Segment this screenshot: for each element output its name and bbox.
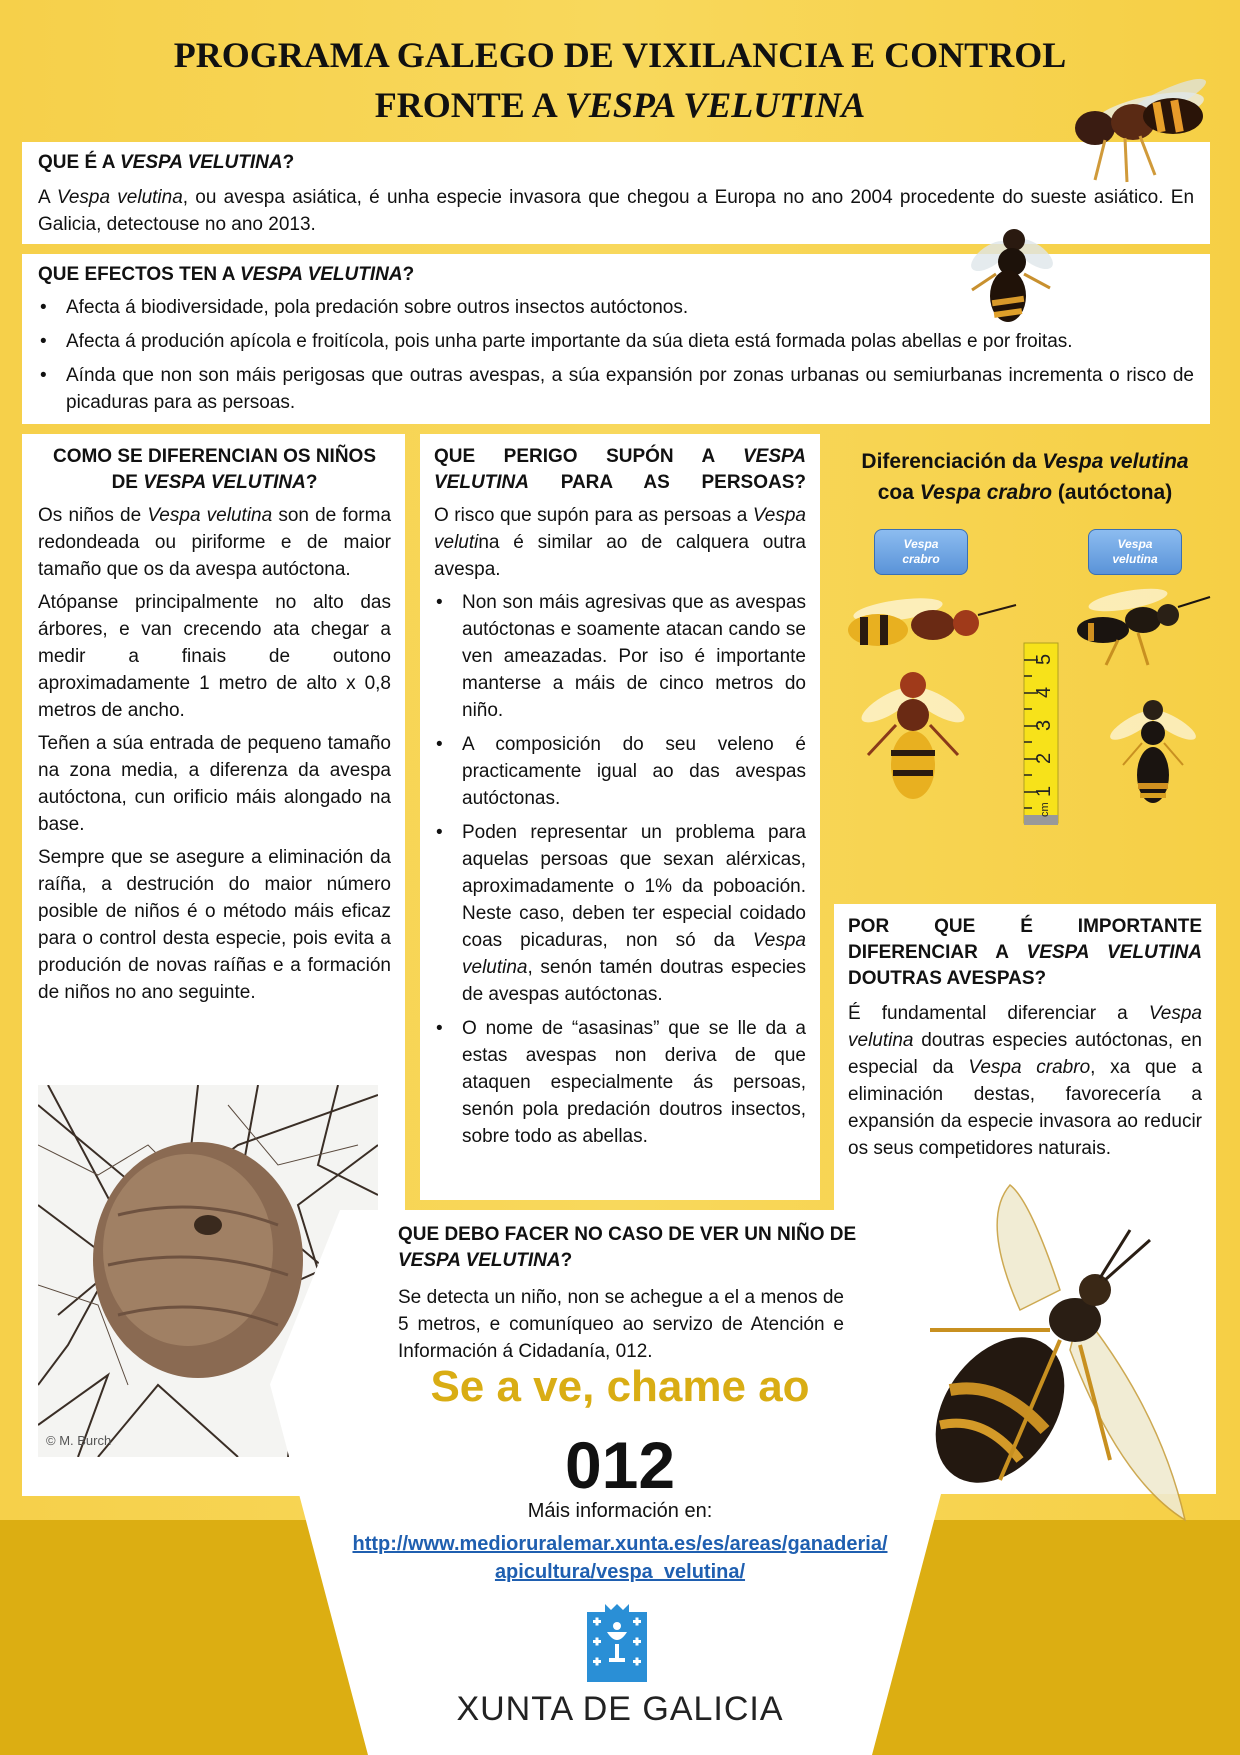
text-species: Vespa velutina bbox=[848, 1003, 1202, 1051]
heading-species: VESPA VELUTINA bbox=[240, 264, 403, 285]
text-species: Vespa crabro bbox=[968, 1057, 1091, 1078]
danger-item: • A composición do seu veleno é practicamente igual ao das avespas autóctonas. bbox=[434, 731, 806, 812]
phone-number: 012 bbox=[564, 1428, 676, 1502]
ruler-icon bbox=[1024, 643, 1058, 825]
info-link[interactable] bbox=[300, 1530, 940, 1586]
heading-text: COMO SE DIFERENCIAN OS NIÑOS DE bbox=[52, 446, 377, 493]
label-text: crabro bbox=[902, 552, 940, 566]
danger-item: • Non son máis agresivas que as avespas autóctonas e soamente atacan cando se ven ameazadas. Por iso é importante manterse a máis de cinco metros do niño. bbox=[434, 589, 806, 724]
heading-species: VESPA VELUTINA bbox=[120, 152, 283, 173]
nests-paragraph-1 bbox=[38, 502, 391, 583]
effects-item: • Aínda que non son máis perigosas que outras avespas, a súa expansión por zonas urbanas ou semiurbanas incrementa o risco de picaduras para as persoas. bbox=[38, 362, 1194, 416]
danger-item: • O nome de “asasinas” que se lle da a estas avespas non deriva de que ataquen especialmente ás persoas, senón pola predación doutros insectos, sobre todo as abellas. bbox=[434, 1015, 806, 1150]
link-line-2[interactable]: apicultura/vespa_velutina/ bbox=[494, 1561, 746, 1583]
ruler-number: 4 bbox=[1033, 686, 1055, 698]
ruler-number: 5 bbox=[1033, 653, 1055, 665]
label-text: velutina bbox=[1112, 552, 1158, 566]
more-info-label: Máis información en: bbox=[527, 1500, 713, 1522]
photo-credit: © M. Burch bbox=[46, 1433, 112, 1448]
xunta-de-galicia-wordmark: XUNTA DE GALICIA bbox=[456, 1690, 784, 1728]
nests-paragraph-4: Sempre que se asegure a eliminación da raíña, a destrución do maior número posible de niños é o método máis eficaz para o control desta especie, pois evita a produción de novas raíñas e a formación de niños no ano seguinte. bbox=[38, 847, 391, 1003]
why-important-heading bbox=[848, 914, 1202, 992]
danger-section bbox=[420, 434, 820, 1200]
text-species: Vespa velutina bbox=[147, 505, 273, 526]
heading-text: QUE EFECTOS TEN A bbox=[38, 264, 240, 285]
text-part: na é similar ao de calquera outra avespa. bbox=[434, 532, 806, 580]
effects-item: • Afecta á produción apícola e froitícola, pois unha parte importante da súa dieta está formada polas abellas e por froitas. bbox=[38, 328, 1194, 355]
heading-mark: ? bbox=[282, 152, 295, 173]
danger-intro bbox=[434, 502, 806, 583]
nests-heading bbox=[38, 444, 391, 496]
title-species: Vespa velutina bbox=[1042, 450, 1189, 473]
crabro-top-icon bbox=[857, 672, 969, 799]
hornet-illustration-middle bbox=[962, 218, 1062, 336]
text-species: Vespa velutina bbox=[462, 930, 806, 978]
ruler-number: 1 bbox=[1033, 785, 1055, 797]
danger-list bbox=[434, 589, 806, 1150]
heading-mark: ? bbox=[305, 472, 318, 493]
danger-item bbox=[434, 819, 806, 1008]
action-heading-text bbox=[398, 1222, 858, 1274]
heading-text: POR QUE É IMPORTANTE DIFERENCIAR A bbox=[848, 916, 1202, 963]
hornet-comparison-image bbox=[838, 585, 1216, 835]
label-vespa-velutina bbox=[1088, 529, 1182, 575]
what-is-heading bbox=[38, 150, 1194, 176]
action-text: Se detecta un niño, non se achegue a el a menos de 5 metros, e comuníqueo ao servizo de Atención e Información á Cidadanía, 012. bbox=[398, 1287, 844, 1362]
heading-species: VESPA VELUTINA bbox=[1026, 942, 1202, 963]
title-text: (autóctona) bbox=[1052, 481, 1173, 504]
heading-mark: ? bbox=[402, 264, 415, 285]
ruler-unit: cm bbox=[1039, 802, 1051, 817]
hornet-illustration-top bbox=[1055, 70, 1225, 188]
link-line-1[interactable]: http://www.medioruralemar.xunta.es/es/areas/ganaderia/ bbox=[352, 1533, 888, 1555]
velutina-side-icon bbox=[1077, 585, 1210, 665]
title-species: Vespa crabro bbox=[919, 481, 1053, 504]
text-part: doutras especies autóctonas, en especial da bbox=[848, 1030, 1202, 1078]
danger-heading-line-1 bbox=[434, 444, 806, 496]
heading-species: VESPA VELUTINA bbox=[434, 446, 806, 493]
text-part: , senón tamén doutras especies de avespas autóctonas. bbox=[462, 957, 806, 1005]
why-important-text bbox=[848, 1000, 1202, 1162]
text-part: É fundamental diferenciar a bbox=[848, 1003, 1149, 1024]
heading-text: QUE DEBO FACER NO CASO DE VER UN NIÑO DE bbox=[398, 1224, 857, 1245]
heading-text: DOUTRAS AVESPAS? bbox=[848, 968, 1047, 989]
label-vespa-crabro bbox=[874, 529, 968, 575]
heading-species: VESPA VELUTINA bbox=[143, 472, 306, 493]
nests-paragraph-2: Atópanse principalmente no alto das árbores, e van crecendo ata chegar a medir a finais de outono aproximadamente 1 metro de alto x 0,8 metros de ancho. bbox=[38, 592, 391, 721]
title-line-2-species: VESPA VELUTINA bbox=[564, 85, 866, 125]
title-line-1: PROGRAMA GALEGO DE VIXILANCIA E CONTROL bbox=[173, 35, 1067, 75]
text-species: Vespa velutina bbox=[56, 187, 183, 208]
text-part: Os niños de bbox=[38, 505, 148, 526]
title-line-2 bbox=[120, 80, 1120, 130]
poster-title bbox=[120, 30, 1120, 130]
title-line-2-text: FRONTE A bbox=[374, 85, 565, 125]
label-text: Vespa bbox=[1117, 537, 1153, 551]
ruler-number: 3 bbox=[1033, 719, 1055, 731]
text-part: , ou avespa asiática, é unha especie invasora que chegou a Europa no ano 2004 procedente do sueste asiático. En Galicia, detectouse no ano 2013. bbox=[38, 187, 1195, 235]
text-part: , xa que a eliminación destas, favorecería a expansión da especie invasora ao reducir os seus competidores naturais. bbox=[848, 1057, 1203, 1159]
text-part: Poden representar un problema para aquelas persoas que sexan alérxicas, aproximadamente o 1% da poboación. Neste caso, deben ter especial coidado coas picaduras, non só da bbox=[462, 822, 806, 951]
hornet-illustration-large bbox=[880, 1180, 1200, 1555]
heading-text: PARA AS PERSOAS? bbox=[529, 472, 806, 493]
title-text: Diferenciación da bbox=[861, 450, 1043, 473]
differentiation-title bbox=[830, 446, 1220, 508]
crabro-side-icon bbox=[848, 594, 1016, 646]
heading-species: VESPA VELUTINA bbox=[398, 1250, 561, 1271]
text-part: A bbox=[38, 187, 57, 208]
effects-item: • Afecta á biodiversidade, pola predación sobre outros insectos autóctonos. bbox=[38, 294, 1194, 321]
heading-text: QUE É A bbox=[38, 152, 120, 173]
title-text: coa bbox=[877, 481, 920, 504]
xunta-coat-of-arms-icon bbox=[587, 1602, 647, 1682]
label-text: Vespa bbox=[903, 537, 939, 551]
slogan: Se a ve, chame ao bbox=[430, 1362, 810, 1411]
velutina-top-icon bbox=[1106, 700, 1199, 803]
heading-text: QUE PERIGO SUPÓN A bbox=[434, 446, 743, 467]
nests-paragraph-3: Teñen a súa entrada de pequeno tamaño na zona media, a diferenza da avespa autóctona, cun orificio máis alongado na base. bbox=[38, 733, 391, 835]
heading-mark: ? bbox=[560, 1250, 573, 1271]
text-part: O risco que supón para as persoas a bbox=[434, 505, 753, 526]
ruler-number: 2 bbox=[1033, 752, 1055, 764]
text-species: Vespa veluti bbox=[434, 505, 806, 553]
action-heading bbox=[398, 1222, 858, 1274]
text-part: son de forma redondeada ou piriforme e de maior tamaño que os da avespa autóctona. bbox=[38, 505, 392, 580]
